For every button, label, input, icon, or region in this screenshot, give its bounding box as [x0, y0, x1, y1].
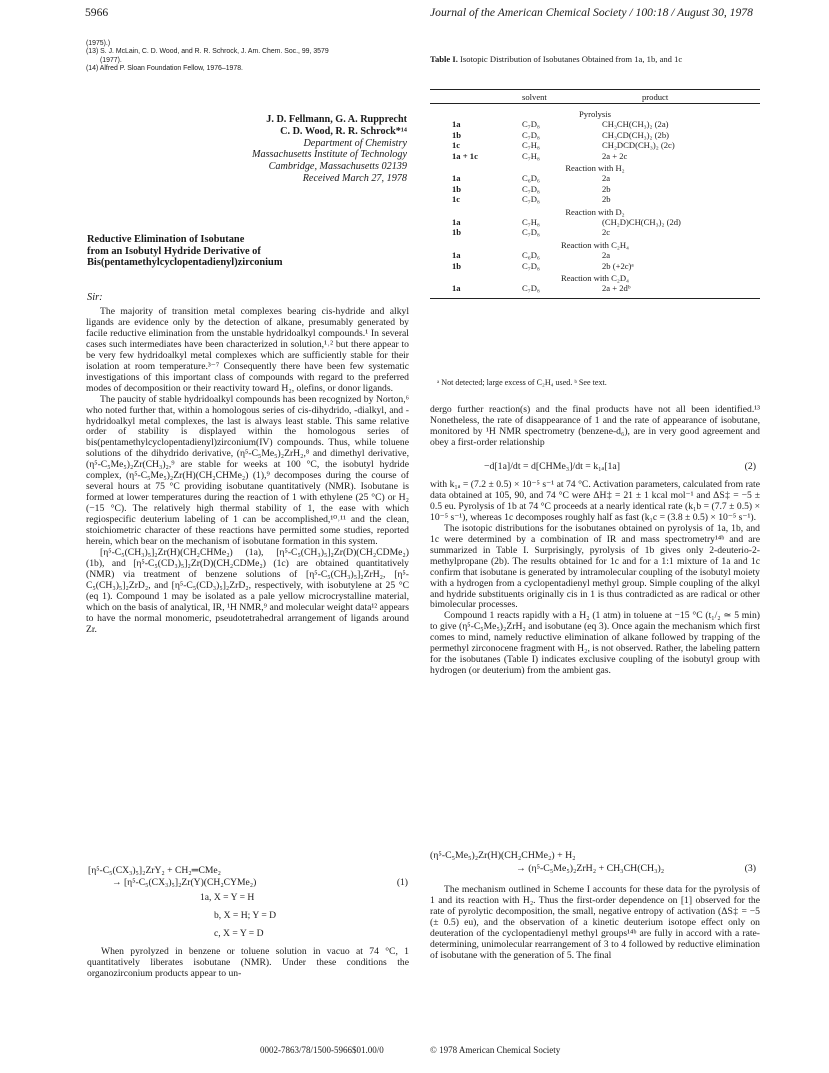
table-cell-cpd: 1a — [452, 217, 461, 227]
reference-line: (14) Alfred P. Sloan Foundation Fellow, 1976–1978. — [86, 65, 243, 73]
table-row — [430, 130, 760, 140]
body-paragraph: The majority of transition metal complexes bearing cis-hydride and alkyl ligands are evidence only by the detection of alkane, presumably generated by facile reductive elimination from the unstable hydridoalkyl compounds.¹ In several cases such intermediates have been characterized in solution,¹˒² but there appear to be very few hydridoalkyl metal complexes which are sufficiently stable for their isolation at room temperature.³⁻⁷ Consequently there have been few systematic investigations of this important class of compounds with regard to the preferred modes of decomposition or their reactivity toward H₂, olefins, or donor ligands. — [86, 306, 409, 394]
body-paragraph: dergo further reaction(s) and the final products have not all been identified.¹³ Nonetheless, the rate of disappearance of 1 and the rate of appearance of isobutane, monitored by ¹H NMR spectrometry (benzene-d₆), are in very good agreement and obey a first-order relationship — [430, 404, 760, 448]
table-cell-product: 2a — [602, 250, 611, 261]
table-cell-cpd: 1b — [452, 183, 462, 194]
affiliation-institution: Massachusetts Institute of Technology — [252, 149, 407, 161]
table-cell-cpd: 1c — [452, 140, 461, 151]
equation-case: 1a, X = Y = H — [200, 892, 255, 903]
right-column-tail — [430, 885, 760, 962]
table-row — [430, 261, 760, 271]
author-names: C. D. Wood, R. R. Schrock*¹⁴ — [280, 125, 407, 137]
table-top-rule — [430, 89, 760, 90]
title-line: from an Isobutyl Hydride Derivative of — [87, 245, 261, 257]
body-paragraph: with k₁ₐ = (7.2 ± 0.5) × 10⁻⁵ s⁻¹ at 74 °C. Activation parameters, calculated from rate data obtained at 105, 90, and 74 °C were ΔH‡ = 21 ± 1 kcal mol⁻¹ and ΔS‡ = −5 ± 0.5 eu. Pyrolysis of 1b at 74 °C proceeds at a nearly identical rate (k₁b = (7.7 ± 0.5) × 10⁻⁵ s⁻¹), whereas 1c decomposes roughly half as fast (k₁c = (3.8 ± 0.5) × 10⁻⁵ s⁻¹). — [430, 479, 760, 523]
table-cell-product: 2a + 2c — [602, 150, 628, 161]
table-cell-product: CH₂DCD(CH₃)₂ (2c) — [602, 140, 675, 151]
equation-line: → (η⁵-C₅Me₅)₂ZrH₂ + CH₃CH(CH₃)₂ — [516, 863, 665, 874]
right-column-top — [430, 405, 760, 449]
table-cell-solvent: C₇D₈ — [522, 194, 540, 205]
table-footnote: ᵃ Not detected; large excess of C₂H₄ used. ᵇ See text. — [437, 378, 607, 387]
table-caption-text: Isotopic Distribution of Isobutanes Obtained from 1a, 1b, and 1c — [460, 54, 683, 64]
right-column-body — [430, 480, 760, 677]
table-cell-cpd: 1a + 1c — [452, 150, 478, 161]
equation-1 — [88, 865, 408, 940]
body-paragraph: When pyrolyzed in benzene or toluene solution in vacuo at 74 °C, 1 quantitatively liberates isobutane (NMR). Under these conditions the organozirconium products appear to un- — [87, 946, 409, 979]
title-line: Reductive Elimination of Isobutane — [87, 234, 245, 245]
article-title — [87, 234, 409, 269]
table-section-heading: Reaction with D₂ — [565, 206, 625, 217]
body-paragraph: The mechanism outlined in Scheme I accounts for these data for the pyrolysis of 1 and its reaction with H₂. Thus the first-order dependence on [1] observed for the rate of pyrolytic decomposition, the small, negative entropy of activation (ΔS‡ = −5 (± 0.5) eu), and the observation of a kinetic deuterium isotope effect only on deuteration of the cyclopentadienyl methyl groups¹⁴ᵇ are fully in accord with a rate-determining, unimolecular rearrangement of 3 to 4 followed by reductive elimination of isobutane with the generation of 5. The final — [430, 884, 760, 961]
table-row — [430, 140, 760, 150]
column-header-product: product — [642, 92, 669, 102]
body-paragraph: [η⁵-C₅(CH₃)₅]₂Zr(H)(CH₂CHMe₂) (1a), [η⁵-C₅(CH₃)₅]₂Zr(D)(CH₂CDMe₂) (1b), and [η⁵-C₅(CD₃)₅]₂Zr(D)(CH₂CDMe₂) (1c) are obtained quantitatively (NMR) via treatment of benzene solutions of [η⁵-C₅(CH₃)₅]₂ZrH₂, [η⁵-C₅(CH₃)₅]₂ZrD₂, and [η⁵-C₅(CD₃)₅]₂ZrD₂, respectively, with isobutylene at 25 °C (eq 1). Compound 1 may be isolated as a pale yellow microcrystalline material, which on the basis of analytical, IR, ¹H NMR,⁹ and molecular weight data¹² appears to have the normal monomeric, pseudotetrahedral arrangement of ligands around Zr. — [86, 546, 409, 635]
table-cell-solvent: C₇D₈ — [522, 129, 540, 140]
journal-header: Journal of the American Chemical Society / 100:18 / August 30, 1978 — [430, 6, 753, 19]
table-label: Table I. — [430, 54, 458, 64]
table-row — [430, 173, 760, 183]
table-cell-solvent: C₇D₈ — [522, 260, 540, 271]
table-section-heading: Reaction with C₂H₄ — [560, 239, 630, 250]
table-row — [430, 194, 760, 204]
table-section-heading: Reaction with C₂D₄ — [560, 273, 630, 283]
footer-code: 0002-7863/78/1500-5966$01.00/0 — [260, 1045, 384, 1055]
table-cell-product: 2b — [602, 183, 611, 194]
table-cell-product: 2c — [602, 227, 611, 238]
table-cell-cpd: 1a — [452, 119, 461, 130]
author-names: J. D. Fellmann, G. A. Rupprecht — [266, 114, 407, 125]
table-cell-product: 2a — [602, 173, 611, 184]
table-row — [430, 119, 760, 129]
table-1 — [430, 89, 760, 369]
table-cell-cpd: 1a — [452, 250, 461, 261]
equation-line: → [η⁵-C₅(CX₃)₅]₂Zr(Y)(CH₂CYMe₂) — [112, 877, 257, 888]
table-cell-cpd: 1b — [452, 260, 462, 271]
table-cell-product: 2b — [602, 194, 611, 205]
table-cell-solvent: C₇D₈ — [522, 183, 540, 194]
table-cell-solvent: C₇H₈ — [522, 150, 540, 161]
body-paragraph: The isotopic distributions for the isobutanes obtained on pyrolysis of 1a, 1b, and 1c were determined by a combination of IR and mass spectrometry¹⁴ᵇ and are summarized in Table I. Surprisingly, pyrolysis of 1b gives only 2-deuterio-2-methylpropane (2b). The results obtained for 1c and for a 1:1 mixture of 1a and 1c confirm that isobutane is generated by intramolecular coupling of the isobutyl moiety with a hydrogen from a cyclopentadienyl methyl group. Simple coupling of the alkyl and hydride substituents originally cis in 1 is thus contradicted as are radical or other bimolecular processes. — [430, 522, 760, 611]
table-cell-cpd: 1a — [452, 173, 461, 184]
table-cell-solvent: C₇D₈ — [522, 283, 540, 294]
body-paragraph: Compound 1 reacts rapidly with a H₂ (1 atm) in toluene at −15 °C (t₁/₂ ≃ 5 min) to give (η⁵-C₅Me₅)₂ZrH₂ and isobutane (eq 3). Once again the mechanism which first comes to mind, namely reductive elimination of alkane followed by trapping of the permethyl zirconocene fragment with H₂, is not observed. Rather, the labeling pattern for the isobutanes (Table I) indicates exclusive coupling of the isobutyl group with hydrogen (or deuterium) from the ambient gas. — [430, 610, 760, 677]
reference-line: (1977). — [100, 56, 122, 64]
table-cell-product: 2b (+2c)ᵃ — [602, 260, 634, 271]
table-cell-solvent: C₆D₆ — [522, 173, 540, 184]
equation-number: (3) — [744, 863, 756, 874]
equation-line: [η⁵-C₅(CX₃)₅]₂ZrY₂ + CH₂═CMe₂ — [88, 865, 221, 876]
table-row — [430, 227, 760, 237]
table-cell-solvent: C₇D₈ — [522, 227, 540, 238]
table-row — [430, 184, 760, 194]
table-cell-product: (CH₂D)CH(CH₃)₂ (2d) — [602, 217, 681, 227]
salutation: Sir: — [87, 292, 103, 303]
table-cell-cpd: 1b — [452, 129, 462, 140]
table-cell-product: CH₃CD(CH₃)₂ (2b) — [602, 129, 669, 140]
left-column-tail — [87, 947, 409, 980]
table-cell-solvent: C₇H₈ — [522, 217, 540, 227]
table-bottom-rule — [430, 298, 760, 299]
left-column-body — [86, 307, 409, 636]
body-paragraph: The paucity of stable hydridoalkyl compounds has been recognized by Norton,⁶ who noted further that, within a homologous series of cis-dihydrido, -dialkyl, and -hydridoalkyl metal complexes, the last is always least stable. This same relative order of stability is displayed within the homologous series of bis(pentamethylcyclopentadienyl)zirconium(IV) compounds. Thus, while toluene solutions of the dihydrido derivative, (η⁵-C₅Me₅)₂ZrH₂,⁸ and dimethyl derivative, (η⁵-C₅Me₅)₂Zr(CH₃)₂,⁹ are stable for weeks at 100 °C, the isobutyl hydride complex, (η⁵-C₅Me₅)₂Zr(H)(CH₂CHMe₂) (1),⁹ decomposes during the course of several hours at 75 °C providing isobutane quantitatively (NMR). Isobutane is formed at lower temperatures during the reaction of 1 with ethylene (25 °C) or H₂ (−15 °C). The relatively high thermal stability of 1, the ease with which regiospecific deuterium labeling of 1 can be accomplished,¹⁰˒¹¹ and the clean, stoichiometric character of these reactions have permitted some studies, reported herein, which bear on the mechanism of isobutane formation in this system. — [86, 393, 409, 548]
equation-number: (1) — [396, 877, 408, 888]
equation-3 — [430, 850, 760, 876]
equation-line: −d[1a]/dt = d[CHMe₃]/dt = k₁ₐ[1a] — [484, 461, 620, 472]
table-cell-product: CH₃CH(CH₃)₂ (2a) — [602, 119, 669, 130]
reference-line: (1975).) — [86, 40, 111, 47]
table-cell-solvent: C₇H₈ — [522, 140, 540, 151]
table-row — [430, 283, 760, 293]
table-section-heading: Pyrolysis — [579, 109, 611, 119]
table-caption — [430, 54, 760, 64]
footer-copyright: © 1978 American Chemical Society — [430, 1045, 561, 1055]
equation-case: c, X = Y = D — [214, 928, 264, 939]
references-block — [86, 40, 408, 74]
affiliation-dept: Department of Chemistry — [303, 137, 407, 149]
table-cell-solvent: C₇D₈ — [522, 119, 540, 130]
table-cell-cpd: 1b — [452, 227, 462, 238]
equation-line: (η⁵-C₅Me₅)₂Zr(H)(CH₂CHMe₂) + H₂ — [430, 850, 576, 861]
author-block — [160, 114, 407, 185]
page-number: 5966 — [85, 6, 109, 19]
table-cell-product: 2a + 2dᵇ — [602, 283, 631, 294]
table-row — [430, 250, 760, 260]
column-header-solvent: solvent — [522, 92, 547, 102]
equation-number: (2) — [744, 461, 756, 472]
received-date: Received March 27, 1978 — [302, 172, 407, 184]
table-row — [430, 217, 760, 227]
title-line: Bis(pentamethylcyclopentadienyl)zirconium — [87, 257, 283, 269]
table-cell-cpd: 1c — [452, 194, 461, 205]
table-cell-cpd: 1a — [452, 283, 461, 294]
table-section-heading: Reaction with H₂ — [565, 163, 625, 173]
reference-line: (13) S. J. McLain, C. D. Wood, and R. R. Schrock, J. Am. Chem. Soc., 99, 3579 — [86, 48, 329, 56]
table-cell-solvent: C₆D₆ — [522, 250, 540, 261]
affiliation-city: Cambridge, Massachusetts 02139 — [268, 161, 407, 173]
table-header-rule — [430, 103, 760, 104]
table-row — [430, 151, 760, 161]
equation-case: b, X = H; Y = D — [214, 910, 277, 921]
